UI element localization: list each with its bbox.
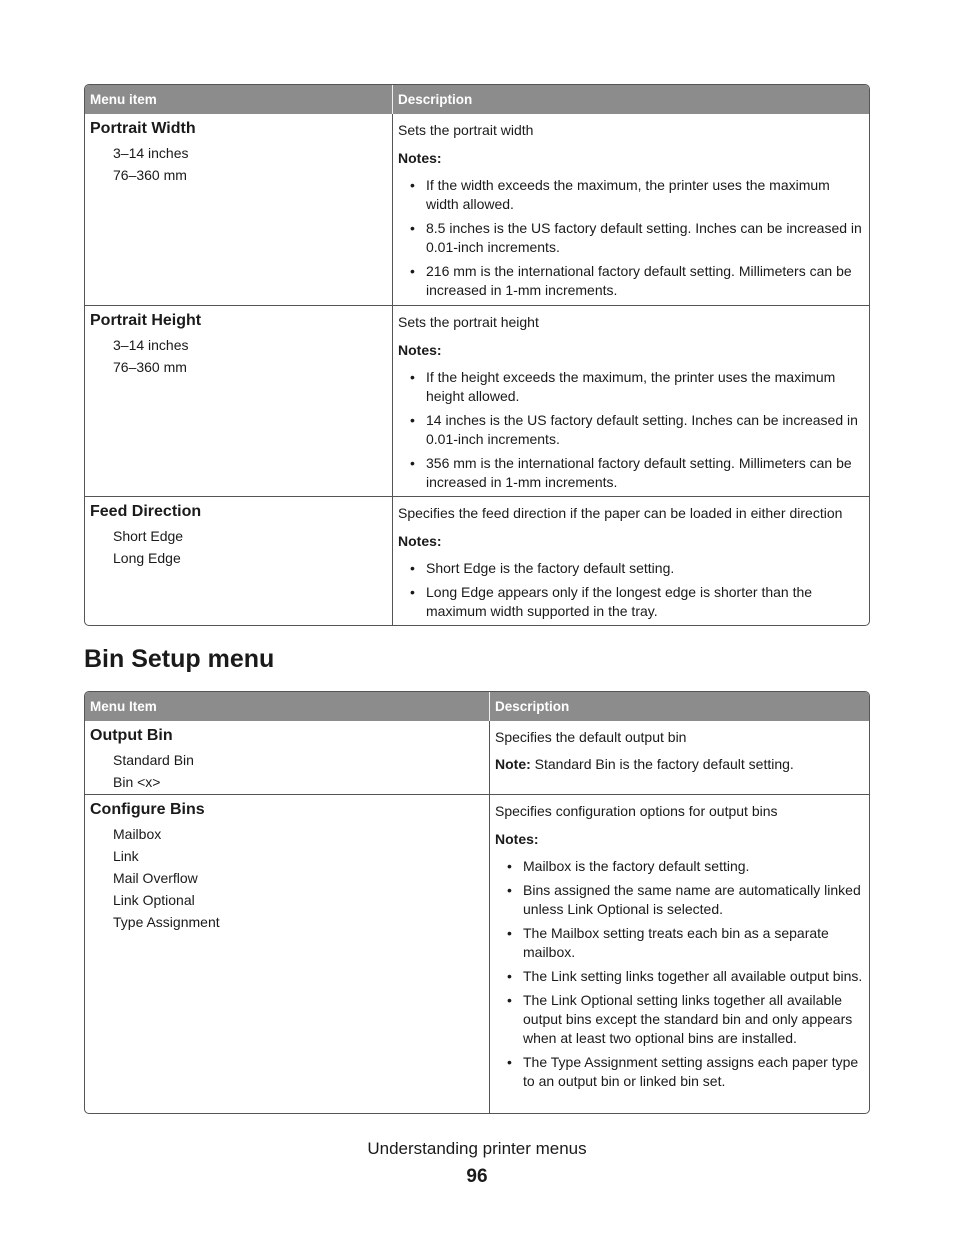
list-item: • The Mailbox setting treats each bin as a separate mailbox. <box>507 925 829 960</box>
bullet-icon: • <box>507 882 512 898</box>
table-header <box>85 692 869 721</box>
section-heading: Bin Setup menu <box>84 645 275 673</box>
notes-label: Notes: <box>398 150 442 166</box>
header-description: Description <box>495 699 570 714</box>
header-description: Description <box>398 92 473 107</box>
bullet-icon: • <box>410 455 415 471</box>
list-item: • The Type Assignment setting assigns each paper type to an output bin or linked bin set. <box>507 1054 859 1089</box>
list-item: • If the height exceeds the maximum, the printer uses the maximum height allowed. <box>410 369 836 404</box>
menu-option: Link <box>113 848 139 864</box>
menu-item-cell <box>85 497 393 625</box>
description-cell <box>393 497 869 625</box>
menu-item-title: Feed Direction <box>90 503 202 520</box>
notes-list <box>398 176 865 300</box>
menu-option: Standard Bin <box>113 752 194 768</box>
notes-label: Notes: <box>398 533 442 549</box>
description-text: Sets the portrait width <box>398 122 534 138</box>
list-item: • Short Edge is the factory default setting. <box>410 560 675 576</box>
description-cell <box>490 721 869 794</box>
menu-item-title: Output Bin <box>90 727 173 744</box>
bullet-icon: • <box>507 968 512 984</box>
description-text: Specifies the feed direction if the paper can be loaded in either direction <box>398 505 843 521</box>
table-row <box>85 305 869 496</box>
menu-table-bin-setup <box>84 691 870 1114</box>
bullet-icon: • <box>410 369 415 385</box>
menu-item-cell <box>85 795 490 1113</box>
notes-label: Notes: <box>398 342 442 358</box>
menu-option: 3–14 inches <box>113 337 189 353</box>
list-item: • Bins assigned the same name are automatically linked unless Link Optional is selected. <box>507 882 861 917</box>
header-menu-item: Menu Item <box>85 692 490 721</box>
bullet-icon: • <box>410 560 415 576</box>
description-cell <box>393 306 869 496</box>
menu-item-title: Portrait Width <box>90 120 196 137</box>
menu-option: Mailbox <box>113 826 162 842</box>
bullet-icon: • <box>507 925 512 941</box>
table-row <box>85 114 869 305</box>
menu-option: Long Edge <box>113 550 181 566</box>
menu-option: Bin <x> <box>113 774 161 790</box>
list-item: • 14 inches is the US factory default setting. Inches can be increased in 0.01-inch increments. <box>410 412 858 447</box>
bullet-icon: • <box>410 220 415 236</box>
description-text: Specifies the default output bin <box>495 729 687 745</box>
table-header <box>85 85 869 114</box>
bullet-icon: • <box>507 992 512 1008</box>
list-item: • 356 mm is the international factory default setting. Millimeters can be increased in 1-mm increments. <box>410 455 852 490</box>
menu-option: Type Assignment <box>113 914 220 930</box>
notes-label: Notes: <box>495 831 539 847</box>
menu-option: 3–14 inches <box>113 145 189 161</box>
bullet-icon: • <box>507 858 512 874</box>
note-text: Note: Standard Bin is the factory default setting. <box>495 756 794 772</box>
menu-item-cell <box>85 721 490 794</box>
header-menu-item: Menu item <box>85 85 393 114</box>
notes-list <box>398 559 865 621</box>
table-row <box>85 794 869 1113</box>
table-row <box>85 496 869 625</box>
menu-option: Short Edge <box>113 528 184 544</box>
bullet-icon: • <box>410 177 415 193</box>
table-row <box>85 721 869 794</box>
list-item: • The Link setting links together all available output bins. <box>507 968 863 984</box>
list-item: • 216 mm is the international factory default setting. Millimeters can be increased in 1-mm increments. <box>410 263 852 298</box>
menu-table-paper-size <box>84 84 870 626</box>
bullet-icon: • <box>410 263 415 279</box>
description-text: Sets the portrait height <box>398 314 539 330</box>
description-cell <box>490 795 869 1113</box>
menu-option: Link Optional <box>113 892 195 908</box>
menu-item-title: Configure Bins <box>90 801 205 818</box>
menu-option: 76–360 mm <box>113 167 187 183</box>
menu-item-cell <box>85 306 393 496</box>
footer-title: Understanding printer menus <box>367 1139 587 1158</box>
notes-list <box>398 368 865 492</box>
description-cell <box>393 114 869 305</box>
bullet-icon: • <box>410 412 415 428</box>
description-text: Specifies configuration options for output bins <box>495 803 778 819</box>
list-item: • Mailbox is the factory default setting. <box>507 858 750 874</box>
menu-option: 76–360 mm <box>113 359 187 375</box>
list-item: • 8.5 inches is the US factory default setting. Inches can be increased in 0.01-inch increments. <box>410 220 862 255</box>
menu-option: Mail Overflow <box>113 870 198 886</box>
list-item: • Long Edge appears only if the longest edge is shorter than the maximum width supported in the tray. <box>410 584 813 619</box>
notes-list <box>495 857 865 1091</box>
page-number: 96 <box>466 1166 488 1187</box>
menu-item-cell <box>85 114 393 305</box>
menu-item-title: Portrait Height <box>90 312 202 329</box>
bullet-icon: • <box>410 584 415 600</box>
bullet-icon: • <box>507 1054 512 1070</box>
list-item: • If the width exceeds the maximum, the printer uses the maximum width allowed. <box>410 177 830 212</box>
list-item: • The Link Optional setting links together all available output bins except the standard bin and only appears when at least two optional bins are installed. <box>507 992 853 1046</box>
